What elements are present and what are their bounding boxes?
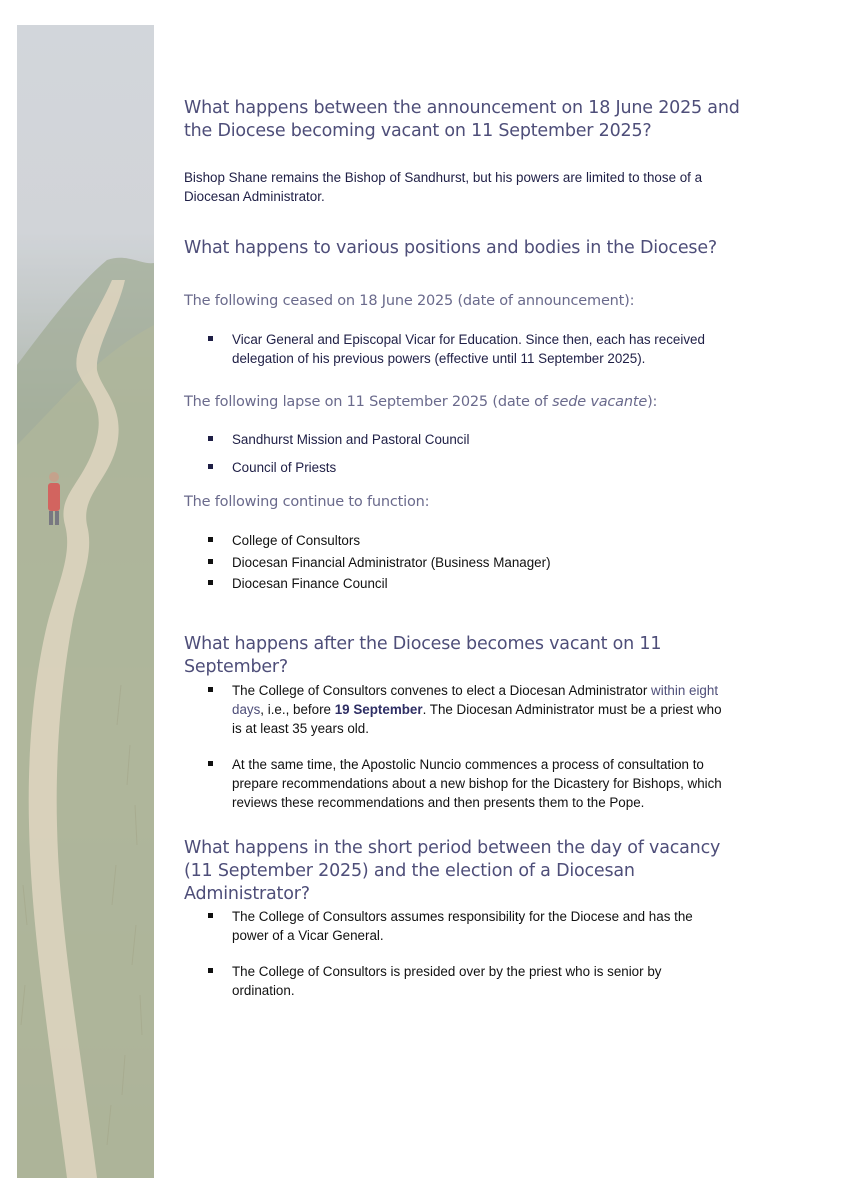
continue-list xyxy=(184,531,724,593)
lapse-heading: The following lapse on 11 September 2025 (date of sede vacante): xyxy=(184,394,658,410)
ceased-list xyxy=(184,330,724,368)
side-photo-hillside-path xyxy=(17,25,154,1178)
list-item: Diocesan Finance Council xyxy=(184,574,724,593)
list-item: Sandhurst Mission and Pastoral Council xyxy=(184,430,724,449)
list-item: Council of Priests xyxy=(184,458,724,477)
section1-body: Bishop Shane remains the Bishop of Sandhurst, but his powers are limited to those of a Diocesan Administrator. xyxy=(184,170,703,204)
list-item: Diocesan Financial Administrator (Business Manager) xyxy=(184,553,724,572)
continue-heading: The following continue to function: xyxy=(184,494,430,510)
section2-heading: What happens to various positions and bodies in the Diocese? xyxy=(184,238,717,258)
list-item: The College of Consultors assumes responsibility for the Diocese and has the power of a Vicar General. xyxy=(184,907,724,945)
ceased-heading: The following ceased on 18 June 2025 (date of announcement): xyxy=(184,293,635,309)
section4-heading: What happens in the short period between the day of vacancy (11 September 2025) and the election of a Diocesan Administrator? xyxy=(184,838,721,904)
section3-heading: What happens after the Diocese becomes vacant on 11 September? xyxy=(184,634,662,677)
lapse-list xyxy=(184,430,724,477)
list-item: At the same time, the Apostolic Nuncio commences a process of consultation to prepare recommendations about a new bishop for the Dicastery for Bishops, which reviews these recommendations and then presents them to the Pope. xyxy=(184,755,724,812)
list-item: The College of Consultors is presided over by the priest who is senior by ordination. xyxy=(184,962,724,1000)
section1-heading: What happens between the announcement on 18 June 2025 and the Diocese becoming vacant on 11 September 2025? xyxy=(184,98,740,141)
list-item: The College of Consultors convenes to elect a Diocesan Administrator within eight days, i.e., before 19 September. The Diocesan Administrator must be a priest who is at least 35 years old. xyxy=(184,681,724,738)
list-item: Vicar General and Episcopal Vicar for Education. Since then, each has received delegation of his previous powers (effective until 11 September 2025). xyxy=(184,330,724,368)
list-item: College of Consultors xyxy=(184,531,724,550)
short-period-list xyxy=(184,907,724,1000)
after-vacancy-list xyxy=(184,681,724,812)
